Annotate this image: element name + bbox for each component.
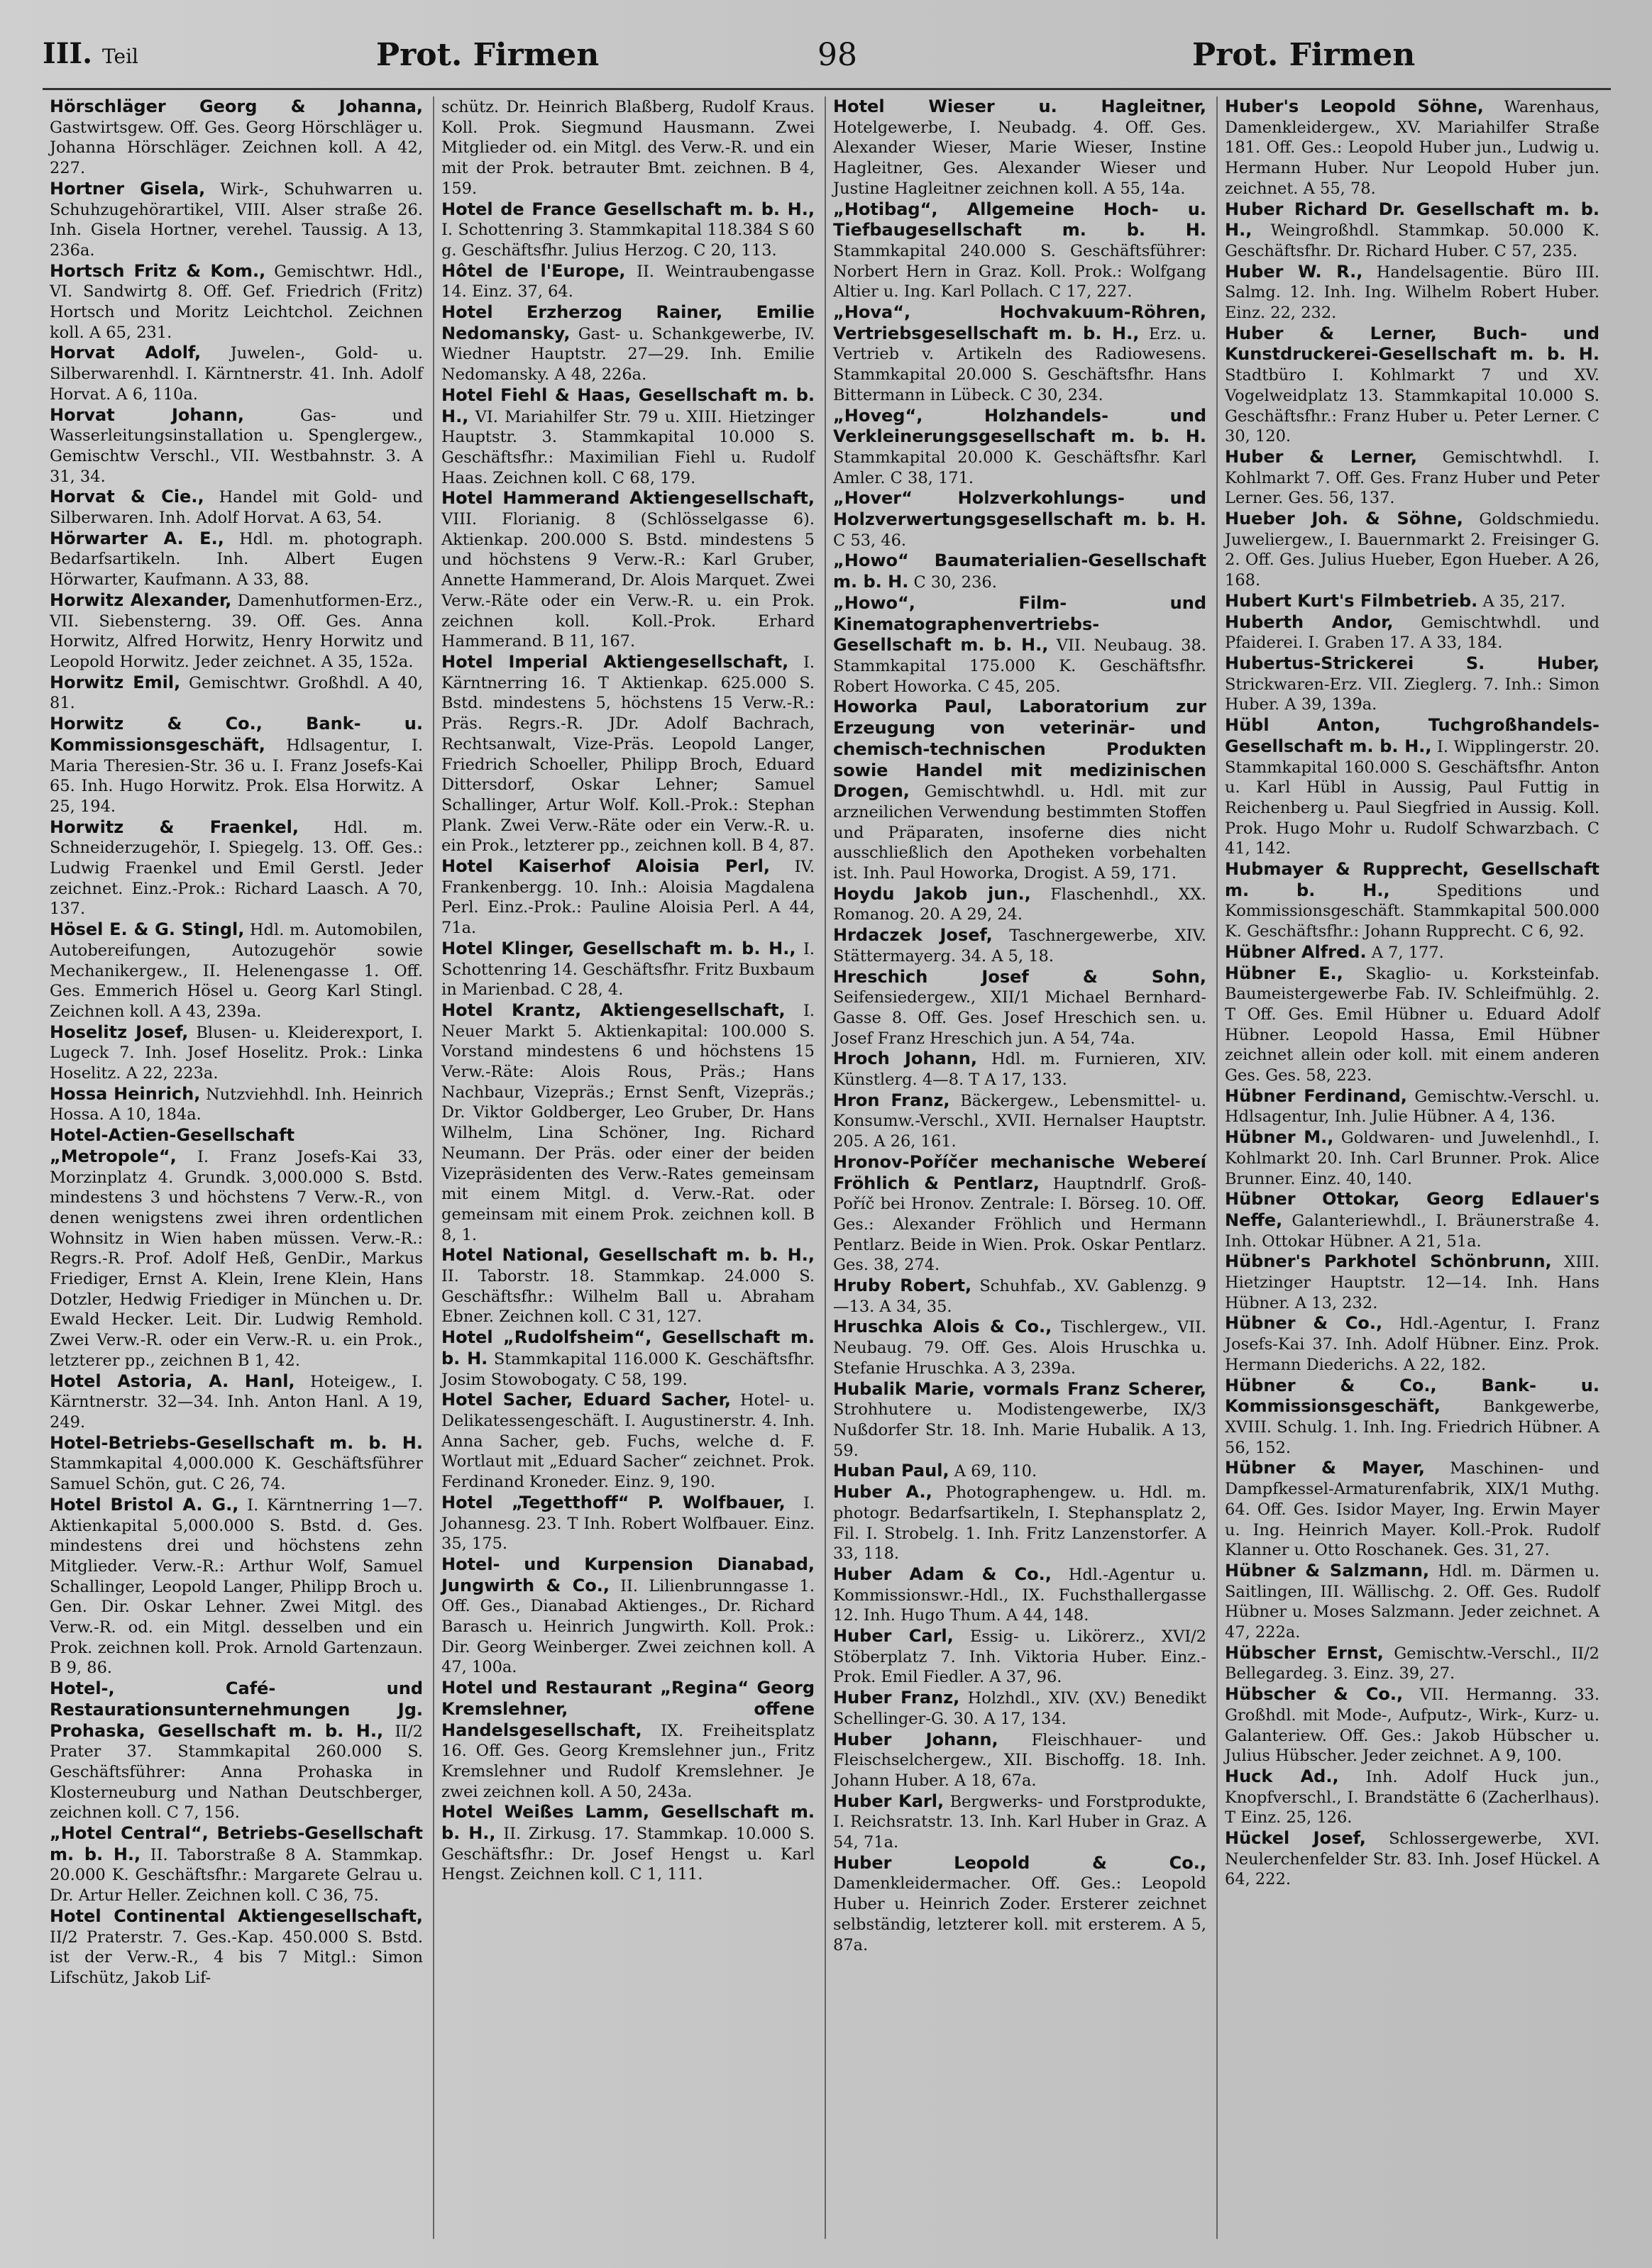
entry-details: Schuhfab., XV. Gablenzg. 9—13. A 34, 35. (833, 1277, 1206, 1316)
entry-details: Gas- und Wasserleitungsinstallation u. Spenglergew., Gemischtw Verschl., VII. Westbahnstr. 3. A 31, 34. (50, 406, 424, 486)
firm-name: Hortsch Fritz & Kom., (50, 260, 266, 281)
entry-details: Hdlsagentur, I. Maria Theresien-Str. 36 u. I. Franz Josefs-Kai 65. Inh. Hugo Horwitz. Prok. Elsa Horwitz. A 25, 194. (50, 736, 423, 816)
firm-name: Hoydu Jakob jun., (833, 883, 1031, 904)
firm-name: Hruby Robert, (833, 1276, 972, 1296)
entry-details: Seifensiedergew., XII/1 Michael Bernhard-Gasse 8. Off. Ges. Josef Hreschich sen. u. Josef Franz Hreschich jun. A 54, 74a. (833, 988, 1206, 1048)
entry-details: Taschnergewerbe, XIV. Stättermayerg. 34. A 5, 18. (833, 926, 1207, 966)
entry-details: Galanteriewhdl., I. Bräunerstraße 4. Inh. Ottokar Hübner. A 21, 51a. (1225, 1211, 1600, 1251)
firm-name: Hotel-, Café- und Restaurationsunternehmungen Jg. Prohaska, Gesellschaft m. b. H., (50, 1678, 423, 1741)
entry-details: Bergwerks- und Forstprodukte, I. Reichsratstr. 13. Inh. Karl Huber in Graz. A 54, 71a. (833, 1792, 1207, 1852)
directory-entry (1225, 1086, 1599, 1127)
entry-details: A 35, 217. (1482, 592, 1565, 611)
firm-name: Hronov-Poříčer mechanische Webereí Fröhlich & Pentlarz, (833, 1151, 1206, 1193)
directory-entry (441, 385, 815, 489)
entry-details: VII. Neubaug. 38. Stammkapital 175.000 K. Geschäftsfhr. Robert Howorka. C 45, 205. (833, 636, 1206, 696)
firm-name: Huban Paul, (833, 1461, 949, 1481)
firm-name: Huber Johann, (833, 1729, 998, 1749)
column-4 (1218, 96, 1609, 2239)
running-title-right: Prot. Firmen (1192, 37, 1416, 73)
directory-entry (1225, 323, 1599, 447)
directory-entry (441, 302, 815, 385)
column-1 (43, 96, 434, 2239)
firm-name: „Hotel Central“, Betriebs-Gesellschaft m. b. H., (50, 1823, 423, 1864)
directory-entry (441, 856, 815, 939)
entry-details: II/2 Praterstr. 7. Ges.-Kap. 450.000 S. Bstd. ist der Verw.-R., 4 bis 7 Mitgl.: Simon Lifschütz, Jakob Lif- (50, 1927, 423, 1987)
directory-entry (1225, 591, 1599, 612)
firm-name: Hotel Hammerand Aktiengesellschaft, (441, 488, 815, 509)
entry-details: Gast- u. Schankgewerbe, IV. Wiedner Hauptstr. 27—29. Inh. Emilie Nedomansky. A 48, 226a. (441, 324, 815, 385)
directory-entry (50, 1371, 423, 1433)
entry-details: Schlossergewerbe, XVI. Neulerchenfelder Str. 83. Inh. Josef Hückel. A 64, 222. (1225, 1830, 1599, 1889)
firm-name: Hubmayer & Rupprecht, Gesellschaft m. b. H., (1225, 859, 1599, 900)
firm-name: Hubertus-Strickerei S. Huber, (1225, 653, 1599, 673)
directory-entry (833, 884, 1206, 925)
directory-entry (50, 261, 423, 343)
entry-details: I. Wipplingerstr. 20. Stammkapital 160.000 S. Geschäftsfhr. Anton u. Karl Hübl in Aussig, Paul Futtig in Reichenberg u. Paul Siegfried in Aussig. Koll. Prok. Hugo Mohr u. Rudolf Schwarzbach. C 41, 142. (1225, 737, 1599, 858)
firm-name: Hotel Astoria, A. Hanl, (50, 1371, 295, 1391)
firm-name: Hübscher Ernst, (1225, 1642, 1384, 1663)
directory-entry (50, 1084, 423, 1125)
entry-details: C 53, 46. (833, 531, 907, 550)
firm-name: Hotel „Rudolfsheim“, Gesellschaft m. b. H. (441, 1327, 815, 1368)
directory-entry (1225, 1828, 1599, 1890)
firm-name: Hrdaczek Josef, (833, 925, 993, 946)
directory-entry (833, 488, 1206, 551)
entry-details: Juwelen-, Gold- u. Silberwarenhdl. I. Kärntnerstr. 41. Inh. Adolf Horvat. A 6, 110a. (50, 344, 424, 404)
directory-entry (1225, 199, 1599, 262)
directory-entry (833, 406, 1206, 489)
entry-details: I. Schottenring 14. Geschäftsfhr. Fritz Buxbaum in Marienbad. C 28, 4. (441, 939, 815, 1000)
entry-details: Hotelgewerbe, I. Neubadg. 4. Off. Ges. Alexander Wieser, Marie Wieser, Instine Hagleitner, Ges. Alexander Wieser und Justine Hagleitner zeichnen koll. A 55, 14a. (833, 118, 1206, 198)
entry-details: Speditions und Kommissionsgeschäft. Stammkapital 500.000 K. Geschäftsfhr.: Johann Rupprecht. C 6, 92. (1225, 881, 1600, 941)
entry-details: Gemischtw.-Verschl., II/2 Bellegardeg. 3. Einz. 39, 27. (1225, 1644, 1599, 1683)
entry-details: Hdl.-Agentur u. Kommissionswr.-Hdl., IX. Fuchsthallergasse 12. Inh. Hugo Thum. A 44, 148. (833, 1565, 1206, 1625)
entry-details: Hauptndrlf. Groß-Poříč bei Hronov. Zentrale: I. Börseg. 10. Off. Ges.: Alexander Fröhlich und Hermann Pentlarz. Beide in Wien. Prok. Oskar Pentlarz. Ges. 38, 274. (833, 1174, 1206, 1275)
directory-entry (50, 1678, 423, 1823)
entry-columns (43, 96, 1611, 2239)
entry-details: Wirk-, Schuhwarren u. Schuhzugehörartikel, VIII. Alser straße 26. Inh. Gisela Hortner, verehel. Taussig. A 13, 236a. (50, 179, 423, 260)
firm-name: Hotel Erzherzog Rainer, Emilie Nedomansky, (441, 302, 815, 343)
firm-name: Hotel und Restaurant „Regina“ Georg Kremslehner, offene Handelsgesellschaft, (441, 1678, 815, 1740)
entry-details: Tischlergew., VII. Neubaug. 79. Off. Ges. Alois Hruschka u. Stefanie Hruschka. A 3, 239a. (833, 1318, 1206, 1378)
directory-entry (1225, 715, 1599, 859)
firm-name: „Hoveg“, Holzhandels- und Verkleinerungsgesellschaft m. b. H. (833, 405, 1206, 447)
column-3 (826, 96, 1218, 2239)
firm-name: Hruschka Alois & Co., (833, 1317, 1052, 1337)
firm-name: Hotel-Actien-Gesellschaft „Metropole“, (50, 1125, 295, 1166)
entry-details: I. Franz Josefs-Kai 33, Morzinplatz 4. Grundk. 3,000.000 S. Bstd. mindestens 3 und höchstens 7 Verw.-R., von denen wenigstens zwei ihren ordentlichen Wohnsitz in Wien haben müssen. Verw.-R.: Regrs.-R. Prof. Adolf Heß, GenDir., Markus Friediger, Ernst A. Klein, Irene Klein, Hans Dotzler, Hedwig Friediger in München u. Dr. Ewald Hecker. Leit. Dir. Ludwig Remhold. Zwei Verw.-R. oder ein Verw.-R. u. ein Prok., letzterer pp., zeichnen B 1, 42. (50, 1147, 423, 1370)
firm-name: Hübner's Parkhotel Schönbrunn, (1225, 1251, 1552, 1272)
page-number: 98 (817, 37, 857, 73)
entry-details: Stammkapital 4,000.000 K. Geschäftsführer Samuel Schön, gut. C 26, 74. (50, 1454, 423, 1494)
entry-details: A 69, 110. (954, 1462, 1037, 1481)
entry-details: II. Lilienbrunngasse 1. Off. Ges., Dianabad Aktienges., Dr. Richard Barasch u. Heinrich Jungwirth. Koll. Prok.: Dir. Georg Weinberger. Zwei zeichnen koll. A 47, 100a. (441, 1576, 815, 1677)
directory-entry (1225, 963, 1599, 1086)
entry-details: Maschinen- und Dampfkessel-Armaturenfabrik, XIX/1 Muthg. 64. Off. Ges. Isidor Mayer, Ing. Erwin Mayer u. Ing. Heinrich Mayer. Koll.-Prok. Rudolf Klanner u. Otto Roschanek. Ges. 31, 27. (1225, 1459, 1599, 1560)
directory-entry (441, 1678, 815, 1802)
entry-details: Fleischhauer- und Fleischselchergew., XII. Bischoffg. 18. Inh. Johann Huber. A 18, 67a. (833, 1730, 1207, 1790)
firm-name: Huber's Leopold Söhne, (1225, 96, 1484, 116)
directory-entry (833, 199, 1206, 303)
directory-entry (50, 343, 423, 404)
entry-details: I. Kärntnerring 1—7. Aktienkapital 5,000.000 S. Bstd. d. Ges. mindestens drei und höchstens zehn Mitglieder. Verw.-R.: Arthur Wolf, Samuel Schallinger, Leopold Langer, Philipp Broch u. Gen. Dir. Oskar Lehner. Zwei Mitgl. des Verw.-R. od. ein Mitgl. desselben und ein Prok. zeichnen koll. Prok. Arnold Gartenzaun. B 9, 86. (50, 1495, 424, 1678)
directory-entry (441, 1000, 815, 1245)
firm-name: „Hover“ Holzverkohlungs- und Holzverwertungsgesellschaft m. b. H. (833, 488, 1206, 530)
entry-details: Blusen- u. Kleiderexport, I. Lugeck 7. Inh. Josef Hoselitz. Prok.: Linka Hoselitz. A 22, 223a. (50, 1023, 423, 1083)
entry-details: Hdl. m. Därmen u. Saitlingen, III. Wällischg. 2. Off. Ges. Rudolf Hübner u. Moses Salzmann. Jeder zeichnet. A 47, 222a. (1225, 1561, 1600, 1642)
firm-name: Hotel Bristol A. G., (50, 1494, 239, 1515)
directory-entry (833, 1461, 1206, 1482)
firm-name: Horvat Adolf, (50, 343, 202, 363)
entry-details: Essig- u. Likörerz., XVI/2 Stöberplatz 7. Inh. Viktoria Huber. Einz.-Prok. Emil Fiedler. A 37, 96. (833, 1627, 1206, 1687)
directory-entry (1225, 1189, 1599, 1251)
firm-name: Hroch Johann, (833, 1049, 977, 1069)
entry-details: Hdl. m. photograph. Bedarfsartikeln. Inh. Albert Eugen Hörwarter, Kaufmann. A 33, 88. (50, 529, 424, 590)
directory-entry (50, 590, 423, 673)
directory-entry (441, 1554, 815, 1678)
directory-entry (50, 817, 423, 920)
firm-name: „Howo“, Film- und Kinematographenvertriebs-Gesellschaft m. b. H., (833, 592, 1206, 655)
entry-details: Strickwaren-Erz. VII. Zieglerg. 7. Inh.: Simon Huber. A 39, 139a. (1225, 675, 1599, 714)
entry-details: I. Kärntnerring 16. T Aktienkap. 625.000 S. Bstd. mindestens 5, höchstens 15 Verw.-R.: Präs. Regrs.-R. JDr. Adolf Bachrach, Rechtsanwalt, Vize-Präs. Leopold Langer, Friedrich Schoeller, Philipp Broch, Eduard Dittersdorf, Oskar Lehner; Samuel Schallinger, Artur Wolf. Koll.-Prok.: Stephan Plank. Zwei Verw.-Räte oder ein Verw.-R. u. ein Prok., letzterer pp., zeichnen koll. B 4, 87. (441, 653, 815, 856)
entry-details: II/2 Prater 37. Stammkapital 260.000 S. Geschäftsführer: Anna Prohaska in Klosterneuburg und Nathan Deutschberger, zeichnen koll. C 7, 156. (50, 1722, 423, 1822)
firm-name: Hotel Klinger, Gesellschaft m. b. H., (441, 938, 796, 958)
firm-name: Hösel E. & G. Stingl, (50, 919, 245, 940)
entry-details: Gemischtwhdl. und Pfaiderei. I. Graben 17. A 33, 184. (1225, 613, 1600, 653)
directory-entry (1225, 942, 1599, 963)
entry-details: Holzhdl., XIV. (XV.) Benedikt Schellinger-G. 30. A 17, 134. (833, 1689, 1207, 1728)
firm-name: „Howo“ Baumaterialien-Gesellschaft m. b. H. (833, 551, 1206, 592)
entry-details: Goldwaren- und Juwelenhdl., I. Kohlmarkt 20. Inh. Carl Brunner. Prok. Alice Brunner. Einz. 40, 140. (1225, 1129, 1599, 1188)
entry-details: schütz. Dr. Heinrich Blaßberg, Rudolf Kraus. Koll. Prok. Siegmund Hausmann. Zwei Mitglieder od. ein Mitgl. des Verw.-R. und ein mit der Prok. betrauter Bmt. zeichnen. B 4, 159. (441, 98, 815, 198)
entry-details: Hoteigew., I. Kärntnerstr. 32—34. Inh. Anton Hanl. A 19, 249. (50, 1372, 423, 1432)
directory-entry (50, 1823, 423, 1906)
directory-entry (1225, 262, 1599, 323)
firm-name: Huber Carl, (833, 1626, 954, 1647)
directory-entry (50, 919, 423, 1022)
firm-name: Huberth Andor, (1225, 612, 1394, 632)
entry-details: Hdl. m. Schneiderzugehör, I. Spiegelg. 13. Off. Ges.: Ludwig Fraenkel und Emil Gerstl. Jeder zeichnet. Einz.-Prok.: Richard Laasch. A 70, 137. (50, 818, 423, 919)
firm-name: Horwitz Emil, (50, 672, 181, 692)
entry-details: Hotel- u. Delikatessengeschäft. I. Augustinerstr. 4. Inh. Anna Sacher, geb. Fuchs, welche d. F. Wortlaut mit „Eduard Sacher“ zeichnet. Prok. Ferdinand Kroneder. Einz. 9, 190. (441, 1391, 815, 1492)
directory-entry (50, 96, 423, 179)
directory-entry (1225, 1376, 1599, 1459)
directory-entry (833, 1090, 1206, 1152)
firm-name: Hubalik Marie, vormals Franz Scherer, (833, 1378, 1206, 1399)
firm-name: Huber Adam & Co., (833, 1564, 1052, 1584)
entry-details: Gastwirtsgew. Off. Ges. Georg Hörschläger u. Johanna Hörschläger. Zeichnen koll. A 42, 227. (50, 118, 423, 178)
directory-entry (833, 302, 1206, 406)
entry-details: XIII. Hietzinger Hauptstr. 12—14. Inh. Hans Hübner. A 13, 232. (1225, 1253, 1600, 1312)
directory-entry (833, 1564, 1206, 1626)
firm-name: Hübner Ferdinand, (1225, 1085, 1407, 1106)
directory-entry (1225, 612, 1599, 653)
entry-details: II. Zirkusg. 17. Stammkap. 10.000 S. Geschäftsfhr.: Dr. Josef Hengst u. Karl Hengst. Zeichnen koll. C 1, 111. (441, 1825, 815, 1884)
entry-details: Nutzviehhdl. Inh. Heinrich Hossa. A 10, 184a. (50, 1085, 423, 1124)
firm-name: Hotel-Betriebs-Gesellschaft m. b. H. (50, 1432, 423, 1453)
entry-details: I. Johannesg. 23. T Inh. Robert Wolfbauer. Einz. 35, 175. (441, 1493, 815, 1554)
firm-name: Hron Franz, (833, 1090, 950, 1110)
entry-details: Weingroßhdl. Stammkap. 50.000 K. Geschäftsfhr. Dr. Richard Huber. C 57, 235. (1225, 221, 1599, 260)
firm-name: Hotel Fiehl & Haas, Gesellschaft m. b. H., (441, 385, 815, 426)
entry-details: Stammkapital 20.000 K. Geschäftsfhr. Karl Amler. C 38, 171. (833, 448, 1206, 487)
directory-entry (1225, 653, 1599, 715)
entry-details: II. Taborstraße 8 A. Stammkap. 20.000 K. Geschäftsfhr.: Margarete Gelrau u. Dr. Artur Heller. Zeichnen koll. C 36, 75. (50, 1845, 423, 1905)
directory-entry (1225, 1458, 1599, 1561)
directory-entry (441, 261, 815, 302)
firm-name: Hôtel de l'Europe, (441, 260, 626, 281)
entry-details: Hdl. m. Automobilen, Autobereifungen, Autozugehör sowie Mechanikergew., II. Helenengasse 1. Off. Ges. Emmerich Hösel u. Georg Karl Stingl. Zeichnen koll. A 43, 239a. (50, 921, 423, 1021)
directory-entry (833, 1276, 1206, 1317)
entry-details: Warenhaus, Damenkleidergew., XV. Mariahilfer Straße 181. Off. Ges.: Leopold Huber jun., Ludwig u. Hermann Huber. Nur Leopold Huber jun. zeichnet. A 55, 78. (1225, 98, 1600, 198)
entry-details: Flaschenhdl., XX. Romanog. 20. A 29, 24. (833, 885, 1206, 924)
entry-details: Handel mit Gold- und Silberwaren. Inh. Adolf Horvat. A 63, 54. (50, 488, 424, 528)
entry-details: IV. Frankenbergg. 10. Inh.: Aloisia Magdalena Perl. Einz.-Prok.: Pauline Aloisia Perl. A 44, 71a. (441, 858, 815, 938)
firm-name: Hörschläger Georg & Johanna, (50, 96, 423, 116)
entry-details: A 7, 177. (1371, 943, 1444, 962)
directory-entry (441, 199, 815, 261)
firm-name: Huber & Lerner, (1225, 446, 1417, 467)
firm-name: Hübl Anton, Tuchgroßhandels-Gesellschaft m. b. H., (1225, 715, 1599, 756)
entry-details: IX. Freiheitsplatz 16. Off. Ges. Georg Kremslehner jun., Fritz Kremslehner und Rudolf Kremslehner. Je zwei zeichnen koll. A 50, 243a. (441, 1721, 815, 1801)
directory-entry (833, 1688, 1206, 1729)
entry-details: Skaglio- u. Korksteinfab. Baumeistergewerbe Fab. IV. Schleifmühlg. 2. T Off. Ges. Emil Hübner u. Eduard Adolf Hübner. Leopold Hassa, Emil Hübner zeichnet allein oder koll. mit einem anderen Ges. Ges. 58, 223. (1225, 964, 1599, 1085)
entry-details: Strohhutere u. Modistengewerbe, IX/3 Nußdorfer Str. 18. Inh. Marie Hubalik. A 13, 59. (833, 1400, 1206, 1460)
directory-entry (833, 551, 1206, 592)
entry-details: Hdl.-Agentur, I. Franz Josefs-Kai 37. Inh. Adolf Hübner. Einz. Prok. Hermann Diederichs. A 22, 182. (1225, 1315, 1600, 1374)
firm-name: Hoselitz Josef, (50, 1022, 189, 1042)
entry-details: Hdl. m. Furnieren, XIV. Künstlerg. 4—8. T A 17, 133. (833, 1050, 1206, 1090)
firm-name: Horvat Johann, (50, 404, 244, 425)
directory-entry (833, 593, 1206, 697)
directory-entry (441, 939, 815, 1000)
directory-entry (833, 96, 1206, 199)
firm-name: Hübner & Mayer, (1225, 1458, 1425, 1478)
directory-entry (1225, 1561, 1599, 1643)
directory-entry (441, 1327, 815, 1390)
firm-name: Hotel National, Gesellschaft m. b. H., (441, 1245, 815, 1266)
directory-entry (833, 967, 1206, 1049)
part-label: III. Teil (43, 37, 138, 70)
firm-name: Hübner & Co., Bank- u. Kommissionsgeschäft, (1225, 1375, 1599, 1417)
directory-entry (441, 1493, 815, 1554)
entry-details: Photographengew. u. Hdl. m. photogr. Bedarfsartikeln, I. Stephansplatz 2, Fil. I. Strobelg. 1. Inh. Fritz Lanzenstorfer. A 33, 118. (833, 1483, 1206, 1564)
directory-entry (50, 179, 423, 261)
directory-entry (833, 1152, 1206, 1276)
firm-name: Hotel- und Kurpension Dianabad, Jungwirth & Co., (441, 1554, 815, 1595)
entry-details: C 30, 236. (913, 573, 997, 592)
firm-name: Huber A., (833, 1482, 932, 1503)
firm-name: Hotel Kaiserhof Aloisia Perl, (441, 856, 770, 877)
firm-name: Huber Franz, (833, 1688, 960, 1708)
running-title-left: Prot. Firmen (376, 37, 600, 73)
entry-details: II. Weintraubengasse 14. Einz. 37, 64. (441, 262, 815, 302)
directory-entry (833, 1317, 1206, 1378)
entry-details: Damenhutformen-Erz., VII. Siebensterng. 39. Off. Ges. Anna Horwitz, Alfred Horwitz, Henry Horwitz und Leopold Horwitz. Jeder zeichnet. A 35, 152a. (50, 591, 424, 671)
directory-entry (833, 1626, 1206, 1688)
directory-entry (1225, 1313, 1599, 1375)
firm-name: Hübner Alfred. (1225, 941, 1367, 962)
firm-name: Hotel Wieser u. Hagleitner, (833, 96, 1206, 116)
entry-details: Gemischtwr. Großhdl. A 40, 81. (50, 673, 424, 713)
firm-name: Horwitz Alexander, (50, 590, 232, 610)
entry-details: Stadtbüro I. Kohlmarkt 7 und XV. Vogelweidplatz 13. Stammkapital 10.000 S. Geschäftsfhr.: Franz Huber u. Peter Lerner. C 30, 120. (1225, 366, 1599, 446)
directory-entry (50, 1495, 423, 1678)
firm-name: Hübner M., (1225, 1127, 1334, 1148)
firm-name: Horwitz & Co., Bank- u. Kommissionsgeschäft, (50, 714, 423, 755)
directory-entry (833, 1853, 1206, 1956)
firm-name: Hübner & Co., (1225, 1313, 1383, 1334)
header-rule (43, 88, 1611, 90)
entry-details: II. Taborstr. 18. Stammkap. 24.000 S. Geschäftsfhr.: Wilhelm Ball u. Abraham Ebner. Zeichnen koll. C 31, 127. (441, 1267, 815, 1327)
entry-details: Stammkapital 116.000 K. Geschäftsfhr. Josim Stowobogaty. C 58, 199. (441, 1349, 815, 1389)
directory-entry (833, 1482, 1206, 1564)
column-2 (434, 96, 826, 2239)
directory-entry (833, 1379, 1206, 1461)
firm-name: Huber Karl, (833, 1791, 945, 1811)
firm-name: Huck Ad., (1225, 1766, 1339, 1786)
directory-entry (441, 1802, 815, 1885)
directory-entry (1225, 1251, 1599, 1313)
entry-details: Goldschmiedu. Juweliergew., I. Bauernmarkt 2. Freisinger G. 2. Off. Ges. Julius Hueber, Egon Hueber. A 26, 168. (1225, 510, 1599, 590)
entry-details: I. Neuer Markt 5. Aktienkapital: 100.000 S. Vorstand mindestens 6 und höchstens 15 Verw.-Räte: Alois Rous, Präs.; Hans Nachbaur, Vizepräs.; Ernst Senft, Vizepräs.; Dr. Viktor Goldberger, Leo Gruber, Dr. Hans Wilhelm, Lina Schöner, Ing. Richard Neumann. Der Präs. oder einer der beiden Vizepräsidenten des Verw.-Rates gemeinsam mit einem Mitgl. d. Verw.-Rat. oder gemeinsam mit einem Prok. zeichnen koll. B 8, 1. (441, 1001, 815, 1244)
firm-name: Horvat & Cie., (50, 487, 204, 507)
firm-name: Hubert Kurt's Filmbetrieb. (1225, 590, 1478, 611)
directory-entry (1225, 1643, 1599, 1684)
directory-entry (1225, 447, 1599, 509)
firm-name: Hotel Krantz, Aktiengesellschaft, (441, 1000, 786, 1020)
directory-entry (50, 1906, 423, 1988)
directory-entry (833, 1730, 1206, 1791)
firm-name: Horwitz & Fraenkel, (50, 817, 299, 837)
entry-details: VII. Hermanng. 33. Großhdl. mit Mode-, Aufputz-, Wirk-, Kurz- u. Galanteriew. Off. Ges.: Jakob Hübscher u. Julius Hübscher. Jeder zeichnet. A 9, 100. (1225, 1686, 1599, 1766)
directory-entry (1225, 1684, 1599, 1766)
directory-entry (50, 1022, 423, 1084)
directory-entry (441, 1390, 815, 1493)
directory-entry (833, 1049, 1206, 1090)
entry-details: Stammkapital 240.000 S. Geschäftsführer: Norbert Hern in Graz. Koll. Prok.: Wolfgang Altier u. Ing. Karl Pollach. C 17, 227. (833, 241, 1206, 302)
entry-details: Gemischtwr. Hdl., VI. Sandwirtg 8. Off. Gef. Friedrich (Fritz) Hortsch und Moritz Leichtchol. Zeichnen koll. A 65, 231. (50, 262, 423, 342)
entry-details: Erz. u. Vertrieb v. Artikeln des Radiowesens. Stammkapital 20.000 S. Geschäftsfhr. Hans Bittermann in Lübeck. C 30, 234. (833, 324, 1207, 404)
firm-name: Hotel Continental Aktiengesellschaft, (50, 1905, 423, 1926)
entry-details: Gemischtwhdl. I. Kohlmarkt 7. Off. Ges. Franz Huber und Peter Lerner. Ges. 56, 137. (1225, 448, 1599, 508)
directory-entry (50, 487, 423, 528)
directory-entry (1225, 509, 1599, 591)
entry-details: Bäckergew., Lebensmittel- u. Konsumw.-Verschl., XVII. Hernalser Hauptstr. 205. A 26, 161. (833, 1091, 1207, 1151)
directory-entry (441, 488, 815, 652)
firm-name: Huber & Lerner, Buch- und Kunstdruckerei-Gesellschaft m. b. H. (1225, 323, 1599, 365)
directory-entry (441, 1245, 815, 1327)
directory-entry (1225, 96, 1599, 199)
firm-name: Hortner Gisela, (50, 178, 206, 199)
firm-name: Hörwarter A. E., (50, 528, 224, 548)
firm-name: Hotel de France Gesellschaft m. b. H., (441, 199, 815, 219)
directory-entry (833, 1791, 1206, 1853)
directory-entry (50, 1125, 423, 1371)
directory-entry (1225, 859, 1599, 942)
firm-name: Hübner Ottokar, Georg Edlauer's Neffe, (1225, 1189, 1599, 1230)
directory-entry (50, 1433, 423, 1495)
entry-details: Gemischtwhdl. u. Hdl. mit zur arzneilichen Verwendung bestimmten Stoffen und Präparaten, insoferne dies nicht ausschließlich den Apotheken vorbehalten ist. Inh. Paul Howorka, Drogist. A 59, 171. (833, 782, 1206, 883)
directory-entry (441, 96, 815, 199)
entry-details: VIII. Florianig. 8 (Schlösselgasse 6). Aktienkap. 200.000 S. Bstd. mindestens 5 und höchstens 9 Verw.-R.: Karl Gruber, Annette Hammerand, Dr. Alois Marquet. Zwei Verw.-Räte oder ein Verw.-R. u. ein Prok. zeichnen koll. Koll.-Prok. Erhard Hammerand. B 11, 167. (441, 510, 815, 651)
directory-entry (50, 714, 423, 817)
firm-name: Huber Leopold & Co., (833, 1852, 1206, 1873)
directory-entry (833, 925, 1206, 966)
directory-entry (1225, 1766, 1599, 1828)
firm-name: Huber W. R., (1225, 261, 1363, 282)
firm-name: „Hova“, Hochvakuum-Röhren, Vertriebsgesellschaft m. b. H., (833, 302, 1206, 343)
directory-entry (50, 529, 423, 590)
firm-name: Huber Richard Dr. Gesellschaft m. b. H., (1225, 199, 1599, 240)
firm-name: Hotel „Tegetthoff“ P. Wolfbauer, (441, 1492, 786, 1512)
firm-name: Hübscher & Co., (1225, 1684, 1404, 1705)
firm-name: Hotel Sacher, Eduard Sacher, (441, 1390, 732, 1410)
firm-name: Hreschich Josef & Sohn, (833, 966, 1206, 987)
firm-name: Hueber Joh. & Söhne, (1225, 509, 1463, 529)
directory-entry (1225, 1127, 1599, 1189)
entry-details: Gemischtw.-Verschl. u. Hdlsagentur, Inh. Julie Hübner. A 4, 136. (1225, 1087, 1599, 1127)
firm-name: Hotel Imperial Aktiengesellschaft, (441, 651, 789, 672)
firm-name: Hotel Weißes Lamm, Gesellschaft m. b. H., (441, 1802, 815, 1844)
directory-entry (50, 673, 423, 714)
directory-entry (441, 652, 815, 856)
firm-name: „Hotibag“, Allgemeine Hoch- u. Tiefbaugesellschaft m. b. H. (833, 199, 1206, 240)
firm-name: Hossa Heinrich, (50, 1083, 201, 1104)
entry-details: Inh. Adolf Huck jun., Knopfverschl., I. Brandstätte 6 (Zacherlhaus). T Einz. 25, 126. (1225, 1767, 1600, 1827)
entry-details: VI. Mariahilfer Str. 79 u. XIII. Hietzinger Hauptstr. 3. Stammkapital 10.000 S. Geschäftsfhr.: Maximilian Fiehl u. Rudolf Haas. Zeichnen koll. C 68, 179. (441, 407, 815, 487)
entry-details: Handelsagentie. Büro III. Salmg. 12. Inh. Ing. Wilhelm Robert Huber. Einz. 22, 232. (1225, 262, 1600, 323)
firm-name: Hübner & Salzmann, (1225, 1560, 1430, 1581)
firm-name: Hübner E., (1225, 963, 1343, 983)
entry-details: Bankgewerbe, XVIII. Schulg. 1. Inh. Ing. Friedrich Hübner. A 56, 152. (1225, 1398, 1599, 1457)
entry-details: Damenkleidermacher. Off. Ges.: Leopold Huber u. Heinrich Zoder. Ersterer zeichnet selbständig, letzterer koll. mit ersterem. A 5, 87a. (833, 1874, 1206, 1954)
firm-name: Howorka Paul, Laboratorium zur Erzeugung von veterinär- und chemisch-technischen Produkten sowie Handel mit medizinischen Drogen, (833, 697, 1206, 802)
directory-entry (50, 405, 423, 487)
directory-entry (833, 697, 1206, 883)
entry-details: I. Schottenring 3. Stammkapital 118.384 S 60 g. Geschäftsfhr. Julius Herzog. C 20, 113. (441, 221, 815, 260)
firm-name: Hückel Josef, (1225, 1828, 1366, 1849)
page-header (43, 37, 1568, 94)
